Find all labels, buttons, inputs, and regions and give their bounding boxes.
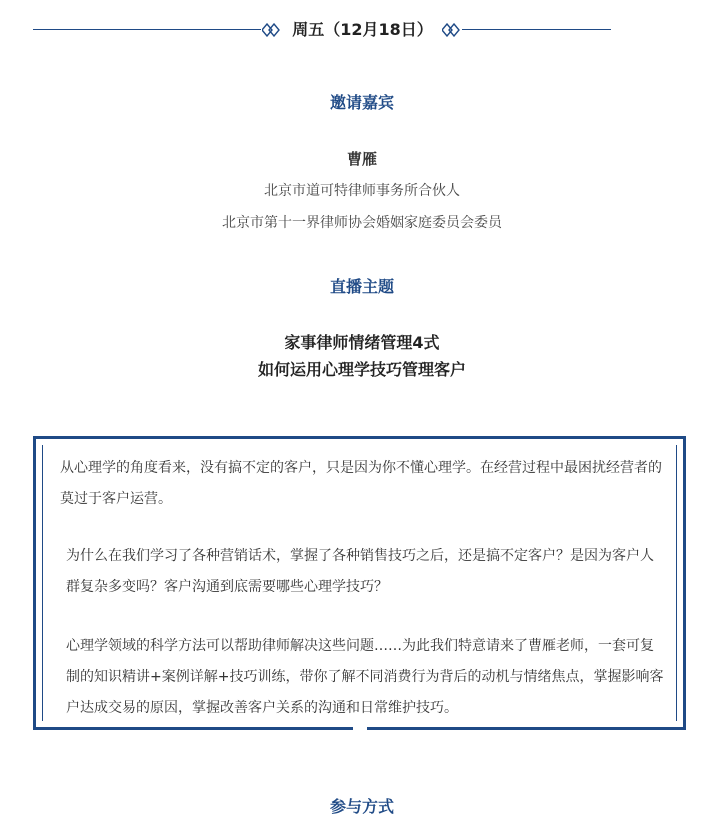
- date-label: 周五（12月18日）: [292, 20, 433, 39]
- divider-line-right: [462, 29, 611, 30]
- intro-box: [33, 436, 686, 730]
- intro-paragraph: 心理学领域的科学方法可以帮助律师解决这些问题……为此我们特意请来了曹雁老师，一套可复制的知识精讲+案例详解+技巧训练，带你了解不同消费行为背后的动机与情绪焦点，掌握影响客户达成交易的原因，掌握改善客户关系的沟通和日常维护技巧。: [66, 638, 664, 716]
- date-header: [0, 18, 724, 42]
- intro-paragraph: 为什么在我们学习了各种营销话术，掌握了各种销售技巧之后，还是搞不定客户？是因为客户人群复杂多变吗？客户沟通到底需要哪些心理学技巧？: [66, 548, 654, 595]
- guest-section-title: 邀请嘉宾: [329, 93, 394, 112]
- divider-line-left: [33, 29, 261, 30]
- topic-line: 家事律师情绪管理4式: [284, 333, 440, 352]
- topic-line: 如何运用心理学技巧管理客户: [257, 360, 466, 379]
- double-diamond-icon: [262, 23, 280, 37]
- guest-role: 北京市第十一界律师协会婚姻家庭委员会委员: [222, 215, 502, 231]
- guest-role: 北京市道可特律师事务所合伙人: [264, 183, 460, 199]
- double-diamond-icon: [442, 23, 460, 37]
- participation-section-title: 参与方式: [329, 797, 394, 816]
- intro-box-notch: [353, 727, 367, 730]
- intro-paragraph: 从心理学的角度看来，没有搞不定的客户，只是因为你不懂心理学。在经营过程中最困扰经营者的莫过于客户运营。: [60, 460, 662, 507]
- guest-name: 曹雁: [346, 150, 377, 168]
- topic-section-title: 直播主题: [329, 277, 394, 296]
